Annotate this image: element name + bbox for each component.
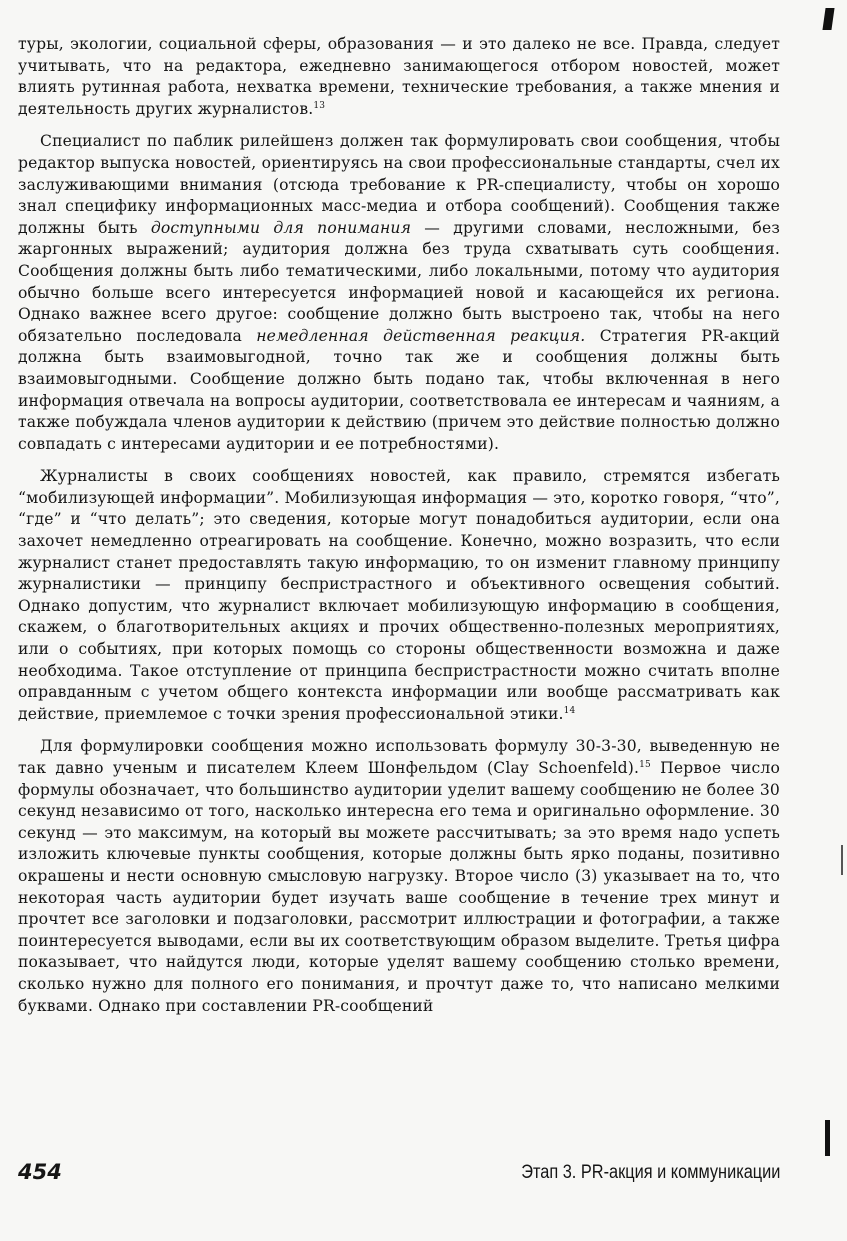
footnote-ref: 15 bbox=[639, 760, 651, 770]
footnote-ref: 13 bbox=[313, 100, 326, 111]
emphasis-text: доступными для понимания bbox=[150, 218, 412, 237]
page-number: 454 bbox=[18, 1160, 62, 1184]
paragraph-4 bbox=[18, 736, 780, 1017]
running-head: Этап 3. PR-акция и коммуникации bbox=[520, 1162, 780, 1183]
text-run: Журналисты в своих сообщениях новостей, как правило, стремятся избегать “мобилизующей информации”. Мобилизующая информация — это, коротко говоря, “что”, “где” и “что делать”; это сведения, которые могут понадобиться аудитории, если она захочет немедленно отреагировать на сообщение. Конечно, можно возразить, что если журналист станет предоставлять такую информацию, то он изменит главному принципу журналистики — принципу беспристрастного и объективного освещения событий. Однако допустим, что журналист включает мобилизующую информацию в сообщения, скажем, о благотворительных акциях и прочих общественно-полезных мероприятиях, или о событиях, при которых помощь со стороны общественности возможна и даже необходима. Такое отступление от принципа беспристрастности можно считать вполне оправданным с учетом общего контекста информации или вообще рассматривать как действие, приемлемое с точки зрения профессиональной этики. bbox=[18, 467, 780, 723]
text-run: Первое число формулы обозначает, что большинство аудитории уделит вашему сообщению не более 30 секунд независимо от того, насколько интересна его тема и оригинально оформление. 30 секунд — это максимум, на который вы можете рассчитывать; за это время надо успеть изложить ключевые пункты сообщения, которые должны быть ярко поданы, позитивно окрашены и нести основную смысловую нагрузку. Второе число (3) указывает на то, что некоторая часть аудитории будет изучать ваше сообщение в течение трех минут и прочтет все заголовки и подзаголовки, рассмотрит иллюстрации и фотографии, а также поинтересуется выводами, если вы их соответствующим образом выделите. Третья цифра показывает, что найдутся люди, которые уделят вашему сообщению столько времени, сколько нужно для полного его понимания, и прочтут даже то, что написано мелкими буквами. Однако при составлении PR-сообщений bbox=[18, 759, 780, 1015]
scan-artifact-bottom bbox=[825, 1120, 830, 1156]
text-run: — другими словами, несложными, без жаргонных выражений; аудитория должна без труда схватывать суть сообщения. Сообщения должны быть либо тематическими, либо локальными, потому что аудитория обычно больше всего интересуется информацией новой и касающейся их региона. Однако важнее всего другое: сообщение должно быть выстроено так, чтобы на него обязательно последовала bbox=[18, 218, 780, 345]
page-footer bbox=[18, 1160, 780, 1194]
text-run: Стратегия PR-акций должна быть взаимовыгодной, точно так же и сообщения должны быть взаимовыгодными. Сообщение должно быть подано так, чтобы включенная в него информация отвечала на вопросы аудитории, соответствовала ее интересам и чаяниям, а также побуждала членов аудитории к действию (причем это действие полностью должно совпадать с интересами аудитории и ее потребностями). bbox=[18, 326, 780, 453]
page-body-text bbox=[18, 34, 780, 1017]
paragraph-2 bbox=[18, 131, 780, 455]
paragraph-1 bbox=[18, 34, 780, 120]
text-run: туры, экологии, социальной сферы, образования — и это далеко не все. Правда, следует учитывать, что на редактора, ежедневно занимающегося отбором новостей, может влиять рутинная работа, нехватка времени, технические требования, а также мнения и деятельность других журналистов. bbox=[18, 35, 780, 118]
text-run: Специалист по паблик рилейшенз должен так формулировать свои сообщения, чтобы редактор выпуска новостей, ориентируясь на свои профессиональные стандарты, счел их заслуживающими внимания (отсюда требование к PR-специалисту, чтобы он хорошо знал специфику информационных масс-медиа и отбора сообщений). Сообщения также должны быть bbox=[18, 132, 780, 237]
emphasis-text: немедленная действенная реакция. bbox=[256, 326, 586, 345]
footnote-ref: 14 bbox=[563, 705, 576, 716]
text-run: Для формулировки сообщения можно использовать формулу 30-3-30, выведенную не так давно ученым и писателем Клеем Шонфельдом (Clay Schoenfeld). bbox=[18, 737, 780, 777]
scan-artifact-top bbox=[822, 8, 834, 30]
scan-artifact-line bbox=[841, 845, 843, 875]
paragraph-3 bbox=[18, 466, 780, 725]
